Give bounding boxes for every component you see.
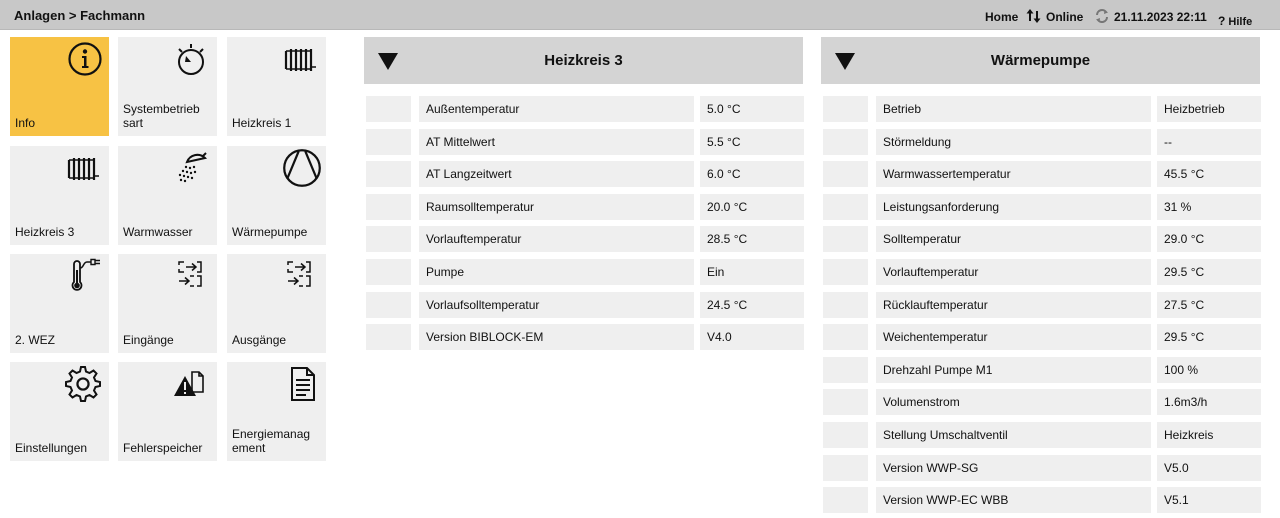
panel-title: Heizkreis 3 bbox=[544, 52, 623, 69]
panel-header-heizkreis[interactable] bbox=[364, 37, 803, 84]
row-value: 31 % bbox=[1157, 194, 1261, 220]
datetime: 21.11.2023 22:11 bbox=[1114, 10, 1207, 24]
tile-label: Energiemanag ement bbox=[232, 427, 311, 455]
tile-label: Ausgänge bbox=[232, 333, 287, 347]
row-value: 45.5 °C bbox=[1157, 161, 1261, 187]
tile-label: Fehlerspeicher bbox=[123, 441, 203, 455]
shower-icon bbox=[173, 150, 209, 186]
info-icon bbox=[67, 41, 103, 77]
row-label: AT Langzeitwert bbox=[419, 161, 694, 187]
row-label: Störmeldung bbox=[876, 129, 1151, 155]
row-value: Heizbetrieb bbox=[1157, 96, 1261, 122]
tile-label: Heizkreis 3 bbox=[15, 225, 75, 239]
help-link[interactable] bbox=[1218, 14, 1252, 28]
tile-label: Wärmepumpe bbox=[232, 225, 308, 239]
row-value: -- bbox=[1157, 129, 1261, 155]
row-label: Weichentemperatur bbox=[876, 324, 1151, 350]
row-label: Rücklauftemperatur bbox=[876, 292, 1151, 318]
tile-systembetriebsart[interactable] bbox=[118, 37, 217, 136]
tile-label: Warmwasser bbox=[123, 225, 193, 239]
tile-fehlerspeicher[interactable] bbox=[118, 362, 217, 461]
row-value: 1.6m3/h bbox=[1157, 389, 1261, 415]
sync-icon bbox=[1094, 8, 1110, 24]
heat-pump-icon bbox=[282, 148, 322, 188]
panel-header-waermepumpe[interactable] bbox=[821, 37, 1260, 84]
row-label: Betrieb bbox=[876, 96, 1151, 122]
tile-label: Heizkreis 1 bbox=[232, 116, 292, 130]
row-blank-cell bbox=[366, 292, 411, 318]
row-label: Warmwassertemperatur bbox=[876, 161, 1151, 187]
tile-ausgaenge[interactable] bbox=[227, 254, 326, 353]
online-status: Online bbox=[1046, 10, 1084, 24]
tile-einstellungen[interactable] bbox=[10, 362, 109, 461]
row-label: Vorlaufsolltemperatur bbox=[419, 292, 694, 318]
row-blank-cell bbox=[366, 194, 411, 220]
row-label: Außentemperatur bbox=[419, 96, 694, 122]
row-blank-cell bbox=[823, 161, 868, 187]
radiator-icon bbox=[282, 41, 318, 77]
panel-title: Wärmepumpe bbox=[990, 52, 1091, 69]
row-blank-cell bbox=[366, 129, 411, 155]
row-label: Version WWP-SG bbox=[876, 455, 1151, 481]
row-value: V5.0 bbox=[1157, 455, 1261, 481]
row-label: Vorlauftemperatur bbox=[876, 259, 1151, 285]
document-icon bbox=[284, 366, 320, 402]
tile-label: Eingänge bbox=[123, 333, 174, 347]
thermometer-plug-icon bbox=[67, 258, 103, 294]
tile-eingaenge[interactable] bbox=[118, 254, 217, 353]
help-question-icon: ? bbox=[1218, 14, 1226, 28]
top-bar bbox=[0, 0, 1280, 30]
tile-2-wez[interactable] bbox=[10, 254, 109, 353]
row-blank-cell bbox=[366, 226, 411, 252]
row-blank-cell bbox=[823, 194, 868, 220]
inputs-icon bbox=[173, 258, 209, 294]
up-down-arrows-icon bbox=[1026, 8, 1042, 24]
row-blank-cell bbox=[823, 422, 868, 448]
row-blank-cell bbox=[366, 96, 411, 122]
row-blank-cell bbox=[366, 161, 411, 187]
row-value: 6.0 °C bbox=[700, 161, 804, 187]
row-value: 24.5 °C bbox=[700, 292, 804, 318]
row-value: Ein bbox=[700, 259, 804, 285]
tile-label: Einstellungen bbox=[15, 441, 88, 455]
row-label: Stellung Umschaltventil bbox=[876, 422, 1151, 448]
breadcrumb[interactable]: Anlagen > Fachmann bbox=[14, 8, 146, 23]
tile-heizkreis-3[interactable] bbox=[10, 146, 109, 245]
row-value: 29.5 °C bbox=[1157, 259, 1261, 285]
row-blank-cell bbox=[823, 455, 868, 481]
outputs-icon bbox=[282, 258, 318, 294]
row-blank-cell bbox=[823, 226, 868, 252]
tile-waermepumpe[interactable] bbox=[227, 146, 326, 245]
row-blank-cell bbox=[823, 96, 868, 122]
row-label: Solltemperatur bbox=[876, 226, 1151, 252]
row-label: Drehzahl Pumpe M1 bbox=[876, 357, 1151, 383]
row-value: Heizkreis bbox=[1157, 422, 1261, 448]
row-label: Leistungsanforderung bbox=[876, 194, 1151, 220]
row-label: Pumpe bbox=[419, 259, 694, 285]
tile-energiemanagement[interactable] bbox=[227, 362, 326, 461]
row-value: 5.5 °C bbox=[700, 129, 804, 155]
row-value: 29.0 °C bbox=[1157, 226, 1261, 252]
gear-icon bbox=[63, 364, 103, 404]
row-value: V5.1 bbox=[1157, 487, 1261, 513]
help-label: Hilfe bbox=[1228, 16, 1253, 28]
row-blank-cell bbox=[366, 259, 411, 285]
row-blank-cell bbox=[823, 129, 868, 155]
row-value: V4.0 bbox=[700, 324, 804, 350]
row-label: Version WWP-EC WBB bbox=[876, 487, 1151, 513]
row-value: 29.5 °C bbox=[1157, 324, 1261, 350]
row-value: 28.5 °C bbox=[700, 226, 804, 252]
row-blank-cell bbox=[823, 259, 868, 285]
row-blank-cell bbox=[823, 487, 868, 513]
tile-info[interactable] bbox=[10, 37, 109, 136]
row-blank-cell bbox=[823, 389, 868, 415]
row-value: 20.0 °C bbox=[700, 194, 804, 220]
row-label: Raumsolltemperatur bbox=[419, 194, 694, 220]
row-label: Version BIBLOCK-EM bbox=[419, 324, 694, 350]
row-blank-cell bbox=[823, 357, 868, 383]
tile-label: 2. WEZ bbox=[15, 333, 56, 347]
row-value: 27.5 °C bbox=[1157, 292, 1261, 318]
row-blank-cell bbox=[366, 324, 411, 350]
row-label: Vorlauftemperatur bbox=[419, 226, 694, 252]
timer-icon bbox=[173, 41, 209, 77]
row-label: AT Mittelwert bbox=[419, 129, 694, 155]
warning-document-icon bbox=[173, 366, 209, 402]
row-blank-cell bbox=[823, 324, 868, 350]
row-blank-cell bbox=[823, 292, 868, 318]
tile-heizkreis-1[interactable] bbox=[227, 37, 326, 136]
row-label: Volumenstrom bbox=[876, 389, 1151, 415]
row-value: 100 % bbox=[1157, 357, 1261, 383]
tile-label: Systembetrieb sart bbox=[123, 102, 200, 130]
radiator-icon bbox=[65, 150, 101, 186]
tile-label: Info bbox=[15, 116, 36, 130]
row-value: 5.0 °C bbox=[700, 96, 804, 122]
home-link[interactable]: Home bbox=[985, 10, 1019, 24]
tile-warmwasser[interactable] bbox=[118, 146, 217, 245]
